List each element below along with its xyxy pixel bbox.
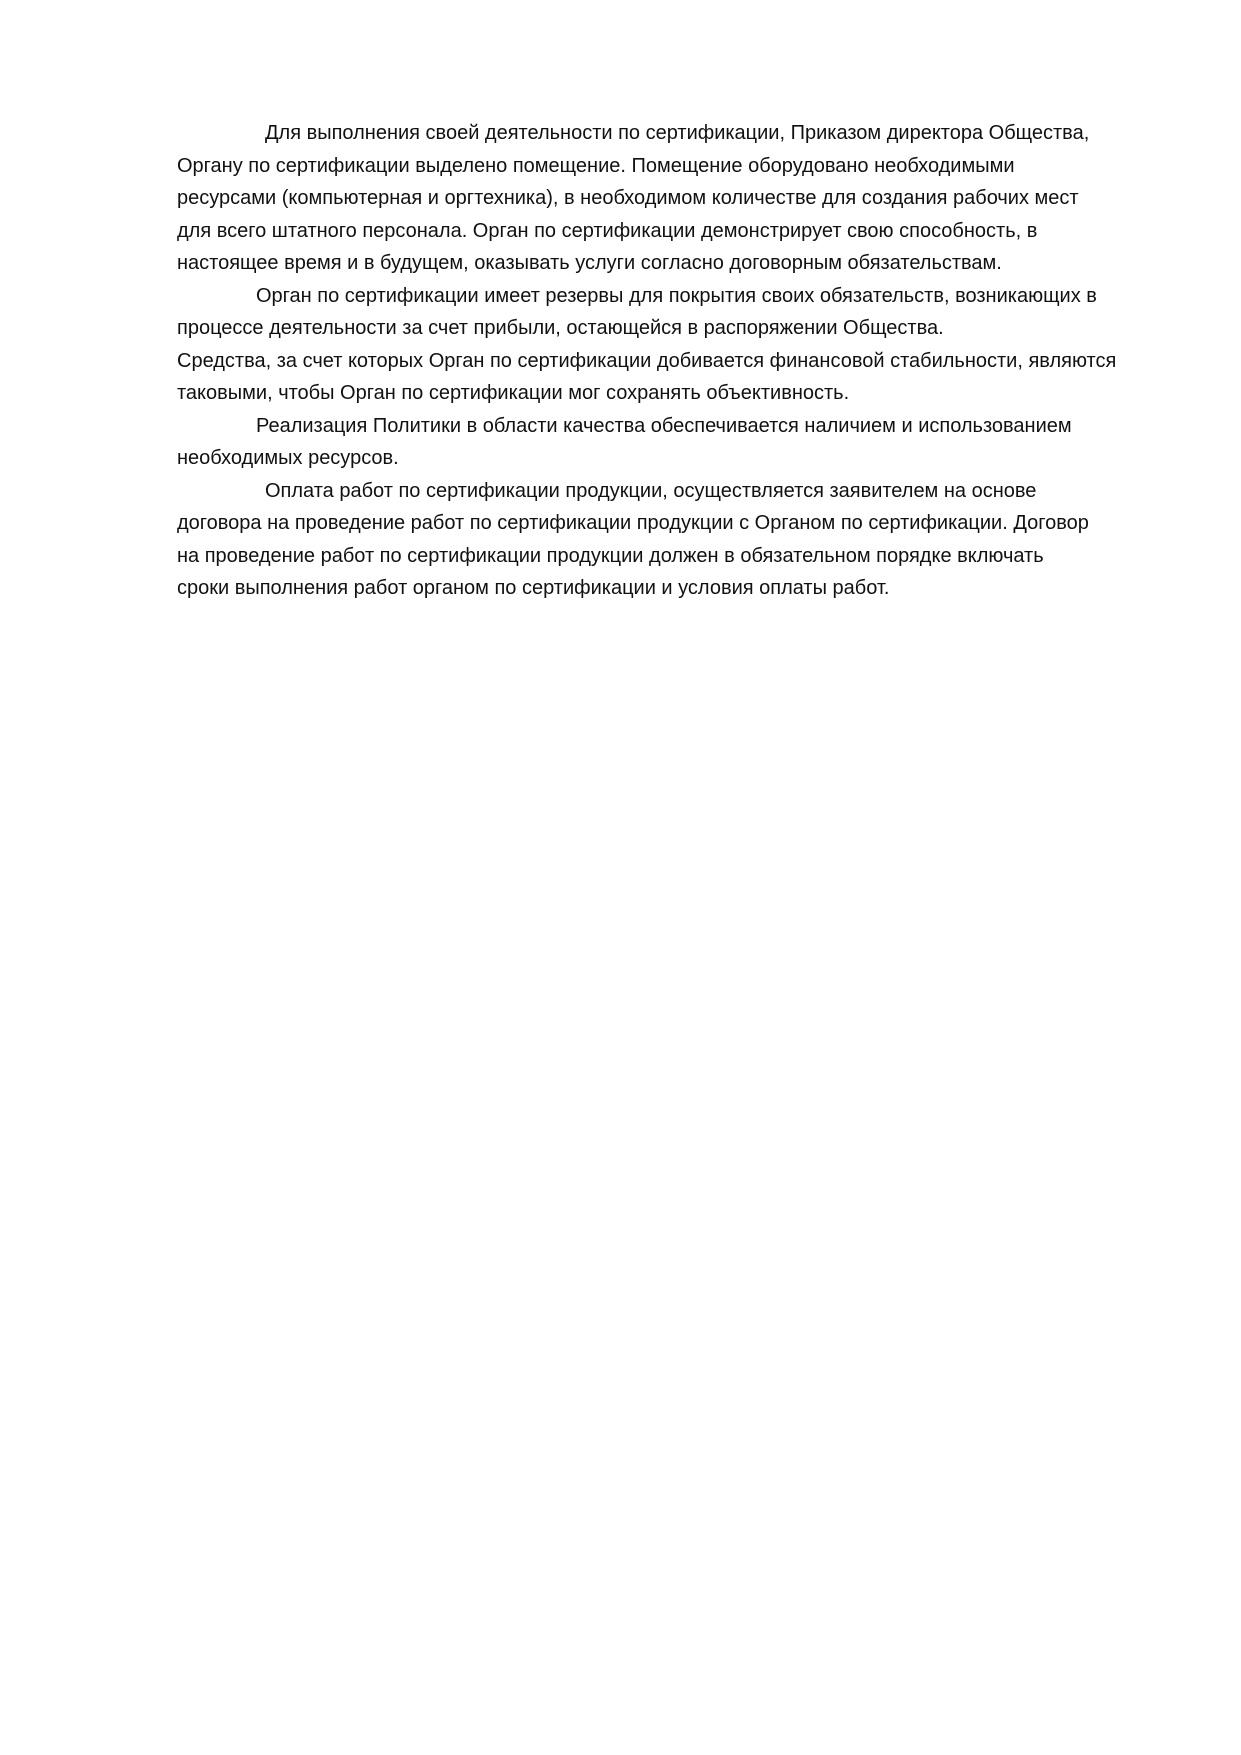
paragraph-resources <box>177 117 1157 280</box>
paragraph-quality-policy <box>177 410 1157 475</box>
paragraph-line: Для выполнения своей деятельности по сертификации, Приказом директора Общества, <box>265 122 1090 144</box>
paragraph-line: Реализация Политики в области качества обеспечивается наличием и использованием <box>256 414 1072 437</box>
paragraph-line: Орган по сертификации имеет резервы для покрытия своих обязательств, возникающих в <box>256 284 1097 307</box>
paragraph-line: Оплата работ по сертификации продукции, осуществляется заявителем на основе <box>265 479 1037 502</box>
paragraph-line: договора на проведение работ по сертификации продукции с Органом по сертификации. Договор <box>177 512 1089 534</box>
paragraph-line: процессе деятельности за счет прибыли, остающейся в распоряжении Общества. <box>177 317 944 339</box>
paragraph-line: ресурсами (компьютерная и оргтехника), в необходимом количестве для создания рабочих мест <box>177 187 1079 209</box>
paragraph-line: для всего штатного персонала. Орган по сертификации демонстрирует свою способность, в <box>177 219 1038 242</box>
paragraph-payment <box>177 475 1157 605</box>
document-body <box>177 117 1157 605</box>
paragraph-line: сроки выполнения работ органом по сертификации и условия оплаты работ. <box>177 577 890 599</box>
paragraph-line: необходимых ресурсов. <box>177 447 399 469</box>
paragraph-reserves <box>177 280 1157 410</box>
paragraph-line: Органу по сертификации выделено помещение. Помещение оборудовано необходимыми <box>177 154 1015 177</box>
paragraph-line: таковыми, чтобы Орган по сертификации мог сохранять объективность. <box>177 382 850 404</box>
paragraph-line: настоящее время и в будущем, оказывать услуги согласно договорным обязательствам. <box>177 252 1002 274</box>
paragraph-line: на проведение работ по сертификации продукции должен в обязательном порядке включать <box>177 544 1044 567</box>
paragraph-line: Средства, за счет которых Орган по сертификации добивается финансовой стабильности, являются <box>177 349 1117 372</box>
